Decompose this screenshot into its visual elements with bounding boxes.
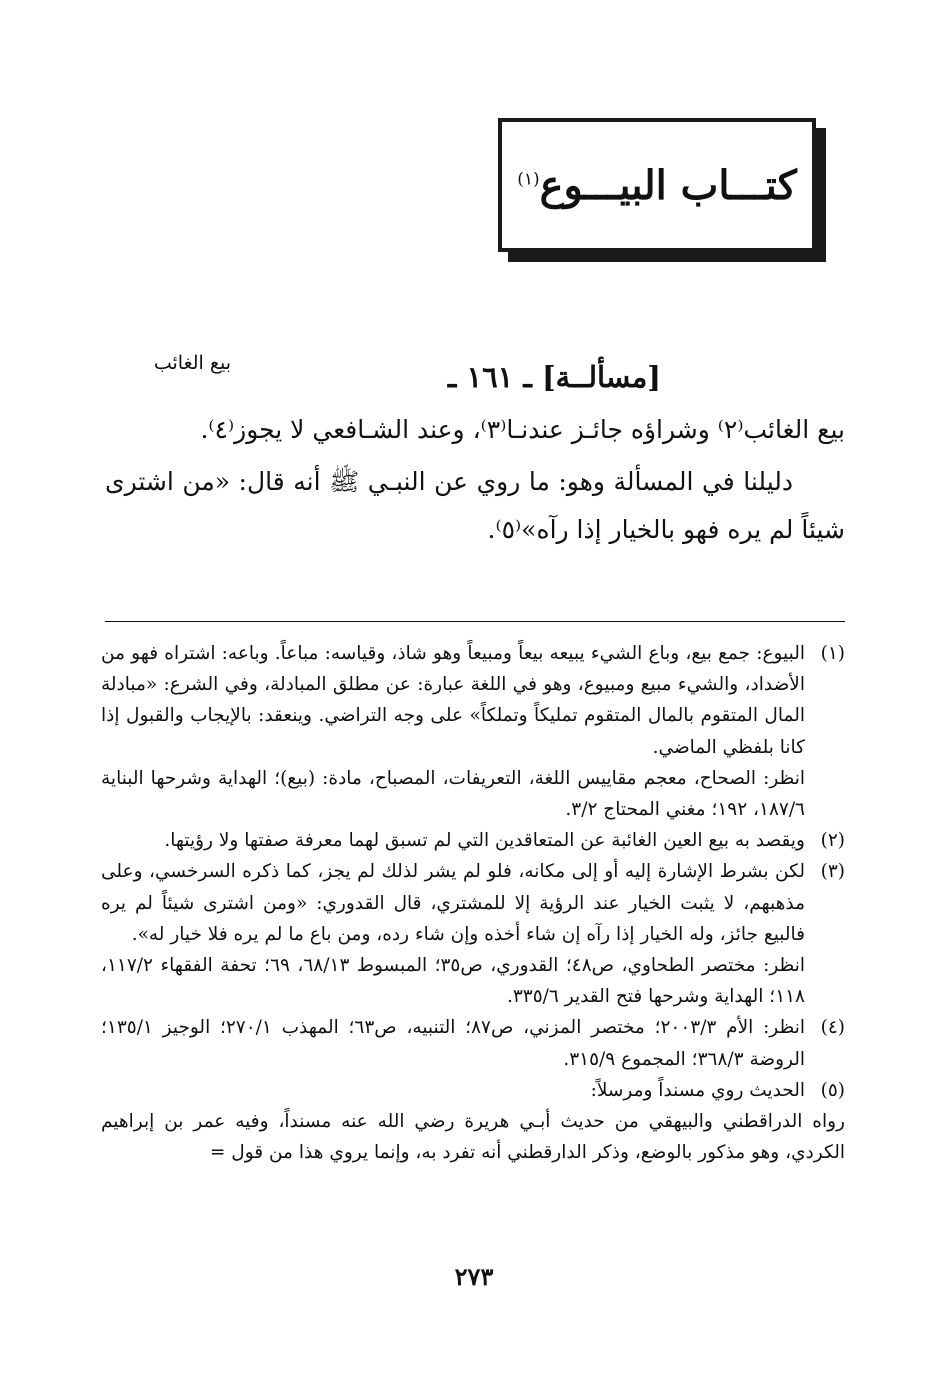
main-paragraph-1: بيع الغائب⁽٢⁾ وشراؤه جائـز عندنـا⁽٣⁾، وعند الشـافعي لا يجوز⁽٤⁾. bbox=[200, 415, 845, 444]
footnote-text: لكن بشرط الإشارة إليه أو إلى مكانه، فلو لم يشر لذلك لم يجز، كما ذكره السرخسي، وعلى مذهبهم، لا يثبت الخيار عند الرؤية إلا للمشتري، قال القدوري: «ومن اشترى شيئاً لم يره فالبيع جائز، وله الخيار إذا رآه إن شاء أخذه وإن شاء رده، ومن باع ما لم يره فلا خيار له». bbox=[101, 861, 805, 945]
footnote-number: (٥) bbox=[820, 1079, 845, 1101]
main-text bbox=[105, 406, 845, 554]
footnote-5 bbox=[101, 1075, 845, 1106]
footnote-separator bbox=[105, 621, 845, 622]
margin-note: بيع الغائب bbox=[153, 352, 231, 374]
footnote-text: ويقصد به بيع العين الغائبة عن المتعاقدين التي لم تسبق لهما معرفة صفتها ولا رؤيتها. bbox=[164, 830, 805, 852]
footnote-number: (٤) bbox=[820, 1017, 845, 1039]
footnote-text: انظر: الأم ٢٠٠٣/٣؛ مختصر المزني، ص٨٧؛ التنبيه، ص٦٣؛ المهذب ٢٧٠/١؛ الوجيز ١٣٥/١؛ الروضة ٣٦٨/٣؛ المجموع ٣١٥/٩. bbox=[101, 1017, 805, 1070]
footnote-1 bbox=[101, 638, 845, 825]
footnote-text: رواه الدراقطني والبيهقي من حديث أبـي هريرة رضي الله عنه مسنداً، وفيه عمر بن إبراهيم الكردي، وهو مذكور بالوضع، وذكر الدارقطني أنه تفرد به، وإنما يروي هذا من قول = bbox=[101, 1111, 845, 1164]
footnotes bbox=[101, 638, 845, 1168]
footnote-number: (٢) bbox=[820, 830, 845, 852]
footnote-text: الحديث روي مسنداً ومرسلاً: bbox=[590, 1079, 805, 1101]
footnote-text: انظر: الصحاح، معجم مقاييس اللغة، التعريفات، المصباح، مادة: (بيع)؛ الهداية وشرحها البناية ١٨٧/٦، ١٩٢؛ مغني المحتاج ٣/٢. bbox=[101, 767, 805, 821]
footnote-5-continued bbox=[101, 1106, 845, 1168]
footnote-text: انظر: مختصر الطحاوي، ص٤٨؛ القدوري، ص٣٥؛ المبسوط ٦٨/١٣، ٦٩؛ تحفة الفقهاء ١١٧/٢، ١١٨؛ الهداية وشرحها فتح القدير ٣٣٥/٦. bbox=[101, 955, 805, 1008]
chapter-title-box bbox=[498, 118, 816, 252]
chapter-title bbox=[517, 162, 797, 209]
footnote-number: (١) bbox=[820, 643, 845, 664]
title-box-frame bbox=[498, 118, 816, 252]
footnote-3 bbox=[101, 856, 845, 1012]
chapter-title-text: كتـــاب البيـــوع bbox=[539, 161, 797, 209]
footnote-text: البيوع: جمع بيع، وباع الشيء يبيعه بيعاً ومبيعاً وهو شاذ، وقياسه: مباعاً. وباعه: اشتراه فهو من الأضداد، والشيء مبيع ومبيوع، وهو في اللغة عبارة: عن مطلق المبادلة، وفي الشرع: «مبادلة المال المتقوم بالمال المتقوم تمليكاً وتملكاً» على وجه التراضي. وينعقد: بالإيجاب والقبول إذا كانا بلفظي الماضي. bbox=[101, 643, 805, 758]
footnote-4 bbox=[101, 1012, 845, 1074]
page-number: ٢٧٣ bbox=[454, 1262, 494, 1291]
main-paragraph-2: دليلنا في المسألة وهو: ما روي عن النبـي ﷺ أنه قال: «من اشترى شيئاً لم يره فهو بالخيار إذا رآه»⁽٥⁾. bbox=[105, 467, 845, 544]
chapter-title-footnote-ref: (١) bbox=[517, 169, 540, 190]
issue-heading: [مسألــة] ـ ١٦١ ـ bbox=[447, 360, 661, 394]
footnote-2 bbox=[101, 825, 845, 856]
footnote-number: (٣) bbox=[820, 861, 845, 883]
